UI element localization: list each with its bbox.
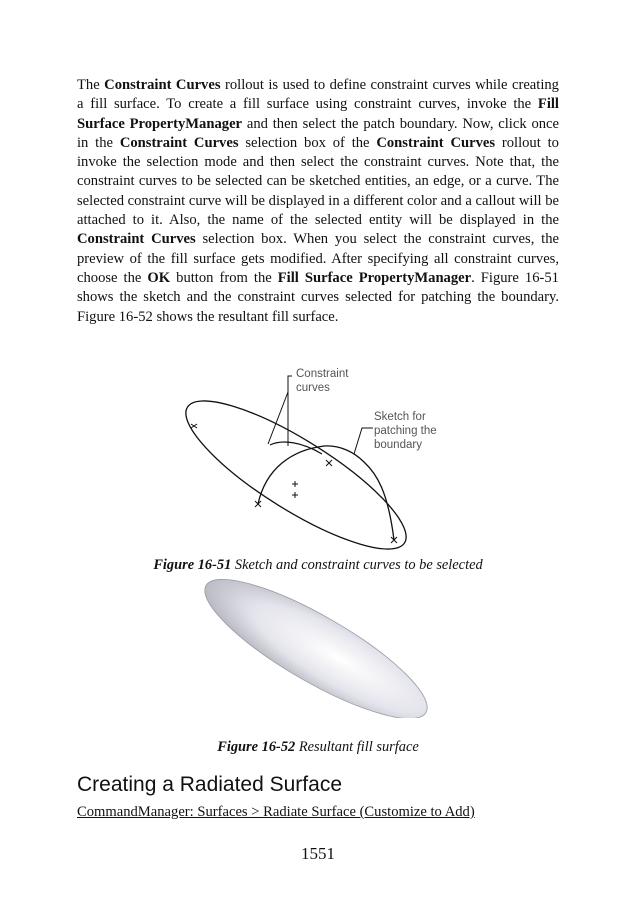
- label-sketch-line2: patching the: [374, 425, 437, 437]
- section-title: Creating a Radiated Surface: [77, 773, 342, 796]
- figure-sketch-constraint-curves: [162, 362, 462, 552]
- boundary-ellipse: [169, 377, 423, 552]
- body-paragraph: The Constraint Curves rollout is used to define constraint curves while creating a fill surface. To create a fill surface using constraint curves, invoke the Fill Surface PropertyManager and then select the patch boundary. Now, click once in the Constraint Curves selection box of the Constraint Curves rollout to invoke the selection mode and then select the constraint curves. Note that, the constraint curves to be selected can be sketched entities, an edge, or a curve. The selected constraint curve will be displayed in a different color and a callout will be attached to it. Also, the name of the selected entity will be displayed in the Constraint Curves selection box. When you select the constraint curves, the preview of the fill surface gets modified. After specifying all constraint curves, choose the OK button from the Fill Surface PropertyManager. Figure 16-51 shows the sketch and the constraint curves selected for patching the boundary. Figure 16-52 shows the resultant fill surface.: [77, 77, 559, 325]
- command-manager-path: CommandManager: Surfaces > Radiate Surface (Customize to Add): [77, 804, 475, 820]
- fill-surface-shape: [198, 578, 438, 718]
- label-constraint-line2: curves: [296, 382, 330, 394]
- label-sketch-line3: boundary: [374, 439, 422, 451]
- figure-caption-16-51: Figure 16-51 Sketch and constraint curves to be selected: [153, 557, 483, 573]
- figure-fill-surface: [198, 578, 438, 718]
- label-sketch-line1: Sketch for: [374, 411, 426, 423]
- label-constraint-line1: Constraint: [296, 368, 349, 380]
- figure-caption-16-52: Figure 16-52 Resultant fill surface: [217, 739, 419, 755]
- page-number: 1551: [301, 844, 335, 863]
